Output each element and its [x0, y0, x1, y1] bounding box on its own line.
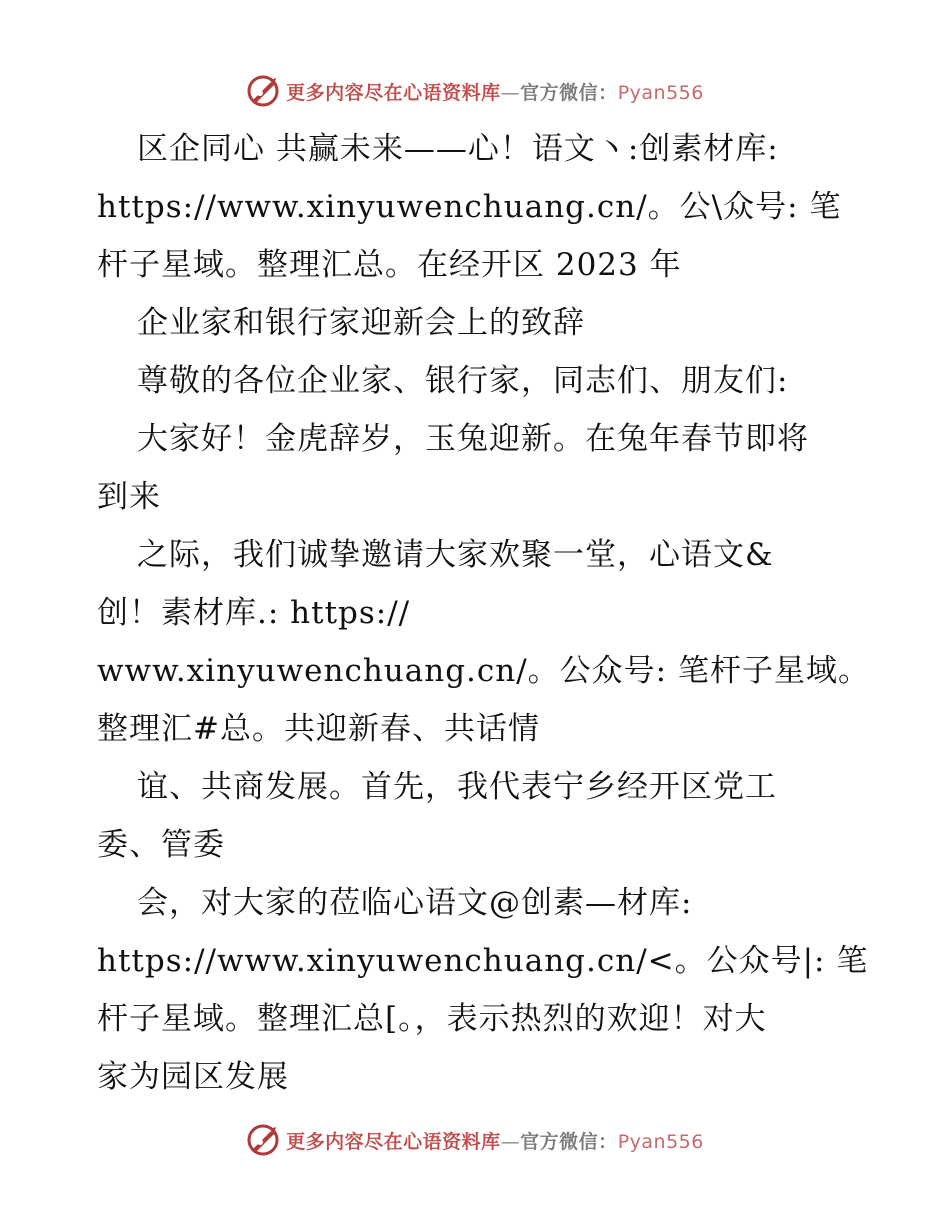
salutation: 尊敬的各位企业家、银行家，同志们、朋友们: [137, 363, 789, 399]
banner-wechat-label: 官方微信： [520, 81, 618, 104]
brand-logo-icon [246, 74, 280, 108]
brand-logo-icon [246, 1123, 280, 1157]
body-line: 创！素材库.: https:// [97, 595, 411, 631]
body-line: 之际，我们诚挚邀请大家欢聚一堂，心语文& [137, 537, 774, 573]
banner-dash: — [500, 1130, 521, 1153]
body-line: 家为园区发展 [97, 1059, 289, 1095]
document-body [97, 120, 870, 1106]
body-line: 区企同心 共赢未来——心！语文丶:创素材库: [137, 131, 779, 167]
banner-wechat-id: Pyan556 [617, 1130, 704, 1153]
body-line: www.xinyuwenchuang.cn/。公众号: 笔杆子星域。 [97, 653, 870, 689]
header-banner [0, 71, 950, 111]
body-line: 杆子星域。整理汇总。在经开区 2023 年 [97, 247, 682, 283]
banner-wechat-label: 官方微信： [520, 1130, 618, 1153]
banner-wechat-id: Pyan556 [617, 81, 704, 104]
footer-banner [0, 1120, 950, 1160]
body-line: 整理汇#总。共迎新春、共话情 [97, 711, 540, 747]
banner-brand-text: 更多内容尽在心语资料库 [286, 81, 501, 104]
body-line: 到来 [97, 479, 161, 515]
banner-dash: — [500, 81, 521, 104]
body-line: 大家好！金虎辞岁，玉兔迎新。在兔年春节即将 [137, 421, 809, 457]
body-line: 杆子星域。整理汇总[。，表示热烈的欢迎！对大 [97, 1001, 767, 1037]
body-line: 委、管委 [97, 827, 225, 863]
body-line: 谊、共商发展。首先，我代表宁乡经开区党工 [137, 769, 777, 805]
body-line: https://www.xinyuwenchuang.cn/。公\众号: 笔 [97, 189, 842, 225]
body-line: https://www.xinyuwenchuang.cn/<。公众号|: 笔 [97, 943, 869, 979]
banner-brand-text: 更多内容尽在心语资料库 [286, 1130, 501, 1153]
body-line: 会，对大家的莅临心语文@创素—材库: [137, 885, 693, 921]
speech-title: 企业家和银行家迎新会上的致辞 [137, 305, 585, 341]
